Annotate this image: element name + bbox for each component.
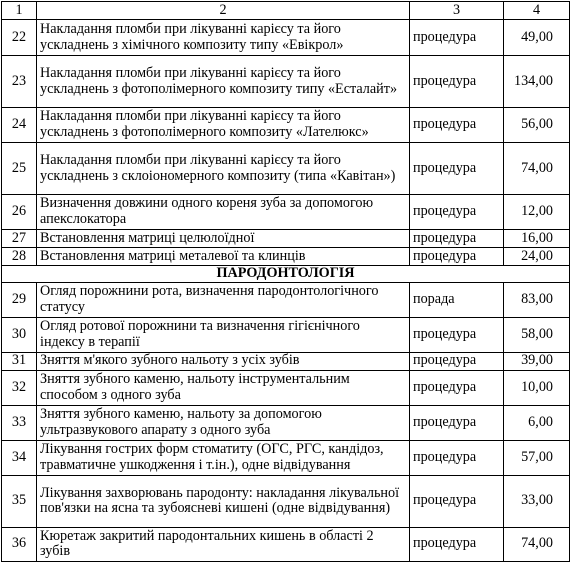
unit: процедура <box>410 143 504 195</box>
service-name: Лікування захворювань пародонту: накладання лікувальної пов'язки на ясна та зубоясневі кишені (одне відвідування) <box>37 475 410 527</box>
row-number: 34 <box>2 440 37 475</box>
table-row <box>2 282 570 317</box>
row-number: 23 <box>2 56 37 108</box>
price: 57,00 <box>504 440 570 475</box>
row-number: 31 <box>2 352 37 370</box>
table-row <box>2 108 570 143</box>
table-row <box>2 56 570 108</box>
table-row <box>2 230 570 248</box>
service-name: Визначення довжини одного кореня зуба за допомогою апекслокатора <box>37 195 410 230</box>
price: 10,00 <box>504 370 570 405</box>
table-row <box>2 527 570 561</box>
price: 39,00 <box>504 352 570 370</box>
service-name: Накладання пломби при лікуванні карієсу та його ускладнень з склоіономерного композиту (типа «Кавітан») <box>37 143 410 195</box>
unit: процедура <box>410 248 504 266</box>
unit: процедура <box>410 475 504 527</box>
table-row <box>2 195 570 230</box>
row-number: 26 <box>2 195 37 230</box>
table-row <box>2 475 570 527</box>
price: 74,00 <box>504 143 570 195</box>
row-number: 25 <box>2 143 37 195</box>
unit: процедура <box>410 20 504 56</box>
service-name: Накладання пломби при лікуванні карієсу та його ускладнень з фотополімерного композиту типу «Есталайт» <box>37 56 410 108</box>
service-name: Зняття зубного каменю, нальоту за допомогою ультразвукового апарату з одного зуба <box>37 405 410 440</box>
unit: процедура <box>410 352 504 370</box>
row-number: 29 <box>2 282 37 317</box>
row-number: 36 <box>2 527 37 561</box>
price: 16,00 <box>504 230 570 248</box>
unit: процедура <box>410 195 504 230</box>
price: 24,00 <box>504 248 570 266</box>
unit: процедура <box>410 56 504 108</box>
service-name: Накладання пломби при лікуванні карієсу та його ускладнень з фотополімерного композиту «Лателюкс» <box>37 108 410 143</box>
row-number: 22 <box>2 20 37 56</box>
unit: процедура <box>410 230 504 248</box>
row-number: 32 <box>2 370 37 405</box>
row-number: 24 <box>2 108 37 143</box>
unit: порада <box>410 282 504 317</box>
table-row <box>2 20 570 56</box>
section-header-row <box>2 266 570 283</box>
service-name: Лікування гострих форм стоматиту (ОГС, РГС, кандідоз, травматичне ушкодження і т.ін.), одне відвідування <box>37 440 410 475</box>
price: 83,00 <box>504 282 570 317</box>
unit: процедура <box>410 370 504 405</box>
service-name: Встановлення матриці целюлоїдної <box>37 230 410 248</box>
service-name: Кюретаж закритий пародонтальних кишень в області 2 зубів <box>37 527 410 561</box>
table-row <box>2 370 570 405</box>
price: 6,00 <box>504 405 570 440</box>
col-header-price: 4 <box>504 2 570 20</box>
section-title: ПАРОДОНТОЛОГІЯ <box>2 266 570 283</box>
price: 134,00 <box>504 56 570 108</box>
service-name: Огляд порожнини рота, визначення пародонтологічного статусу <box>37 282 410 317</box>
service-name: Встановлення матриці металевої та клинців <box>37 248 410 266</box>
table-row <box>2 143 570 195</box>
unit: процедура <box>410 317 504 352</box>
table-row <box>2 248 570 266</box>
service-name: Накладання пломби при лікуванні карієсу та його ускладнень з хімічного композиту типу «Евікрол» <box>37 20 410 56</box>
price: 33,00 <box>504 475 570 527</box>
row-number: 28 <box>2 248 37 266</box>
service-name: Огляд ротової порожнини та визначення гігієнічного індексу в терапії <box>37 317 410 352</box>
unit: процедура <box>410 405 504 440</box>
service-name: Зняття зубного каменю, нальоту інструментальним способом з одного зуба <box>37 370 410 405</box>
col-header-unit: 3 <box>410 2 504 20</box>
price: 49,00 <box>504 20 570 56</box>
col-header-name: 2 <box>37 2 410 20</box>
table-row <box>2 317 570 352</box>
price: 74,00 <box>504 527 570 561</box>
unit: процедура <box>410 527 504 561</box>
table-row <box>2 352 570 370</box>
header-row <box>2 2 570 20</box>
row-number: 27 <box>2 230 37 248</box>
price: 58,00 <box>504 317 570 352</box>
row-number: 30 <box>2 317 37 352</box>
price-table <box>1 1 570 562</box>
row-number: 35 <box>2 475 37 527</box>
unit: процедура <box>410 108 504 143</box>
unit: процедура <box>410 440 504 475</box>
row-number: 33 <box>2 405 37 440</box>
table-row <box>2 405 570 440</box>
table-row <box>2 440 570 475</box>
col-header-number: 1 <box>2 2 37 20</box>
price: 56,00 <box>504 108 570 143</box>
service-name: Зняття м'якого зубного нальоту з усіх зубів <box>37 352 410 370</box>
price: 12,00 <box>504 195 570 230</box>
